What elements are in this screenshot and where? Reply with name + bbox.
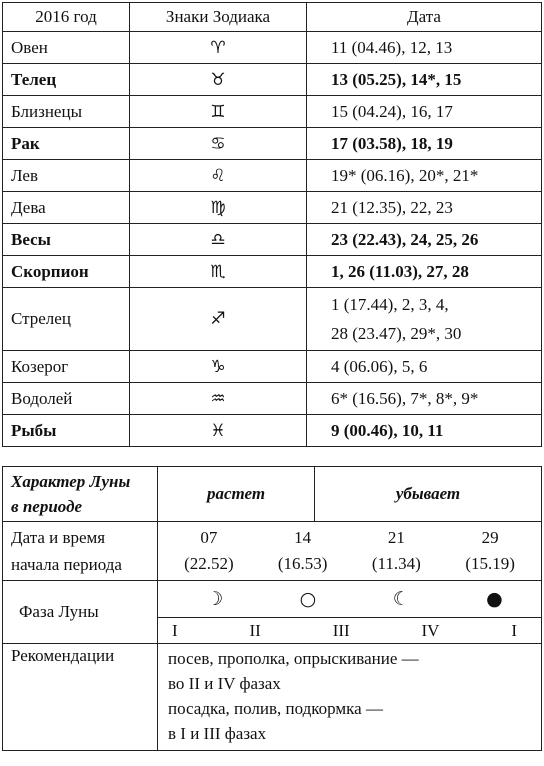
waxing-label: растет (158, 467, 315, 522)
zodiac-row (3, 256, 542, 288)
zodiac-row (3, 96, 542, 128)
sign-name: Скорпион (3, 256, 130, 288)
zodiac-symbol-icon: ♐︎ (130, 288, 307, 351)
moon-table (2, 466, 542, 751)
period-date-label (3, 522, 158, 581)
recommendation-line: посев, прополка, опрыскивание — (168, 649, 419, 668)
zodiac-table (2, 2, 542, 447)
phase-number: IV (421, 620, 440, 640)
moon-phase-icons (158, 588, 541, 610)
zodiac-row (3, 128, 542, 160)
sign-dates (307, 96, 542, 128)
period-dates (158, 525, 541, 577)
phase-number: II (249, 620, 261, 640)
period-day: 29 (481, 528, 499, 547)
zodiac-symbol-icon: ♊︎ (130, 96, 307, 128)
waning-crescent-icon: ☾ (392, 588, 410, 610)
zodiac-symbol-icon: ♏︎ (130, 256, 307, 288)
zodiac-row (3, 383, 542, 415)
phase-number: I (511, 620, 517, 640)
zodiac-header-row (3, 3, 542, 32)
moon-character-label-line2: в периоде (11, 497, 83, 516)
zodiac-row (3, 415, 542, 447)
sign-dates-line: 1 (17.44), 2, 3, 4, (331, 295, 449, 314)
waxing-crescent-icon: ☽ (206, 588, 224, 610)
sign-dates-line: 11 (04.46), 12, 13 (331, 38, 453, 57)
moon-character-label-line1: Характер Луны (11, 472, 131, 491)
recommendation-line: во II и IV фазах (168, 674, 281, 693)
sign-name: Близнецы (3, 96, 130, 128)
moon-phase-label: Фаза Луны (3, 581, 158, 644)
sign-name: Водолей (3, 383, 130, 415)
sign-dates-line: 1, 26 (11.03), 27, 28 (331, 262, 469, 281)
zodiac-symbol-icon: ♑︎ (130, 351, 307, 383)
phase-number: III (332, 620, 350, 640)
recommendation-line: в I и III фазах (168, 724, 267, 743)
period-day: 14 (294, 528, 312, 547)
recommendations-row (3, 644, 542, 751)
zodiac-symbol-icon: ♓︎ (130, 415, 307, 447)
period-date (174, 525, 244, 577)
sign-dates (307, 32, 542, 64)
sign-dates-line: 19* (06.16), 20*, 21* (331, 166, 479, 185)
period-time: (11.34) (371, 554, 421, 573)
full-moon-filled-icon: ● (486, 588, 503, 610)
sign-name: Рак (3, 128, 130, 160)
zodiac-row (3, 32, 542, 64)
sign-name: Весы (3, 224, 130, 256)
sign-dates (307, 192, 542, 224)
sign-dates (307, 415, 542, 447)
period-day: 07 (200, 528, 218, 547)
sign-dates-line: 21 (12.35), 22, 23 (331, 198, 453, 217)
sign-dates-line: 6* (16.56), 7*, 8*, 9* (331, 389, 479, 408)
sign-dates (307, 64, 542, 96)
zodiac-row (3, 288, 542, 351)
sign-dates (307, 224, 542, 256)
sign-name: Лев (3, 160, 130, 192)
sign-name: Телец (3, 64, 130, 96)
moon-phase-row (3, 581, 542, 618)
zodiac-row (3, 224, 542, 256)
moon-phase-icons-cell (158, 581, 542, 618)
zodiac-symbol-icon: ♋︎ (130, 128, 307, 160)
zodiac-symbol-icon: ♒︎ (130, 383, 307, 415)
sign-name: Рыбы (3, 415, 130, 447)
zodiac-symbol-icon: ♉︎ (130, 64, 307, 96)
date-header: Дата (307, 3, 542, 32)
sign-dates-line: 17 (03.58), 18, 19 (331, 134, 453, 153)
zodiac-body (3, 32, 542, 447)
sign-dates (307, 383, 542, 415)
period-date-label-line1: Дата и время (11, 528, 106, 547)
period-date-label-line2: начала периода (11, 555, 122, 574)
sign-dates-line: 15 (04.24), 16, 17 (331, 102, 453, 121)
recommendation-line: посадка, полив, подкормка — (168, 699, 383, 718)
sign-dates (307, 256, 542, 288)
zodiac-row (3, 160, 542, 192)
sign-dates (307, 288, 542, 351)
sign-dates-line: 13 (05.25), 14*, 15 (331, 70, 462, 89)
waning-label: убывает (315, 467, 542, 522)
first-quarter-empty-icon: ○ (299, 588, 317, 610)
phase-number: I (172, 620, 178, 640)
moon-character-row (3, 467, 542, 522)
sign-dates-line: 28 (23.47), 29*, 30 (331, 324, 462, 343)
signs-header: Знаки Зодиака (130, 3, 307, 32)
zodiac-row (3, 192, 542, 224)
period-time: (22.52) (184, 554, 234, 573)
sign-name: Дева (3, 192, 130, 224)
moon-character-label (3, 467, 158, 522)
period-dates-cell (158, 522, 542, 581)
zodiac-row (3, 64, 542, 96)
zodiac-symbol-icon: ♈︎ (130, 32, 307, 64)
zodiac-row (3, 351, 542, 383)
zodiac-symbol-icon: ♎︎ (130, 224, 307, 256)
recommendations-label: Рекомендации (3, 644, 158, 751)
sign-dates (307, 128, 542, 160)
year-header: 2016 год (3, 3, 130, 32)
sign-name: Стрелец (3, 288, 130, 351)
period-dates-row (3, 522, 542, 581)
roman-cell (158, 618, 542, 644)
roman-numerals (158, 621, 541, 641)
zodiac-symbol-icon: ♌︎ (130, 160, 307, 192)
period-date (455, 525, 525, 577)
sign-name: Овен (3, 32, 130, 64)
period-date (361, 525, 431, 577)
period-time: (15.19) (465, 554, 515, 573)
zodiac-symbol-icon: ♍︎ (130, 192, 307, 224)
sign-dates-line: 4 (06.06), 5, 6 (331, 357, 428, 376)
recommendations-text (158, 644, 542, 751)
sign-dates-line: 23 (22.43), 24, 25, 26 (331, 230, 479, 249)
period-time: (16.53) (277, 554, 328, 573)
sign-dates (307, 351, 542, 383)
period-day: 21 (387, 528, 405, 547)
period-date (268, 525, 338, 577)
sign-name: Козерог (3, 351, 130, 383)
sign-dates-line: 9 (00.46), 10, 11 (331, 421, 444, 440)
sign-dates (307, 160, 542, 192)
